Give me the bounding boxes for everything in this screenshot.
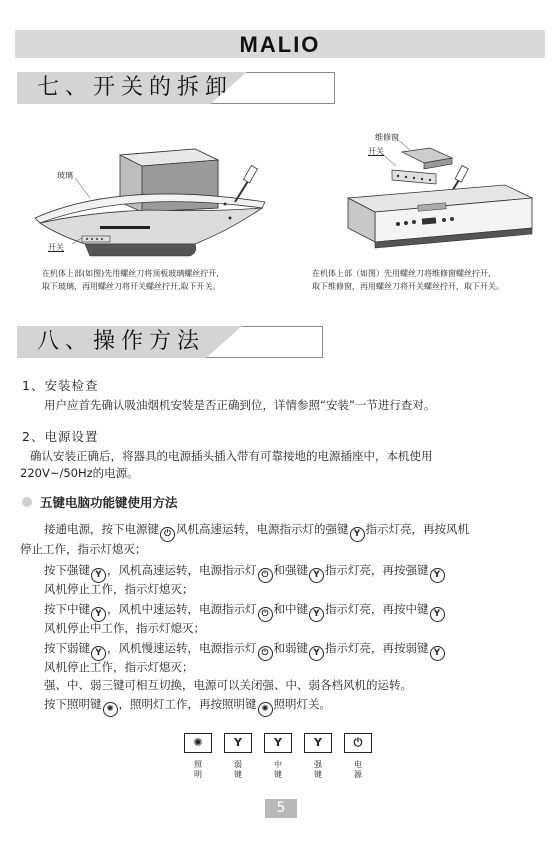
figure-glass-hood: [30, 140, 280, 258]
panel-label-light: 照明: [194, 760, 202, 779]
high-key-button[interactable]: [304, 733, 332, 753]
heading-five-keys: 五键电脑功能键使用方法: [40, 495, 178, 510]
caption-left: 在机体上部(如图)先用螺丝刀将顶板玻璃螺丝拧开, 取下玻璃，再用螺丝刀将开关螺丝拧开,取下开关。: [42, 269, 221, 291]
power-key-icon: ⏻: [258, 646, 273, 661]
fan-key-icon: Y: [350, 527, 365, 542]
panel-label-mid: 中键: [274, 760, 282, 779]
mid-key-button[interactable]: [264, 733, 292, 753]
text-power-setup-2: 220V~/50Hz的电源。: [20, 466, 139, 480]
power-key-icon: ⏻: [258, 607, 273, 622]
keys-line-8: 风机停止工作，指示灯熄灭；: [44, 660, 194, 674]
fan-high-icon: Y: [314, 736, 322, 749]
power-key-icon: ⏻: [258, 568, 273, 583]
light-key-icon: ✺: [103, 702, 118, 717]
heading-power-setup: 2、电源设置: [22, 429, 99, 444]
fan-key-icon: Y: [430, 646, 445, 661]
brand-logo: MALIO: [239, 32, 321, 57]
panel-label-low: 弱键: [234, 760, 242, 779]
fan-key-icon: Y: [430, 607, 445, 622]
power-icon: ⏻: [353, 736, 363, 749]
keys-line-1: 接通电源，按下电源键 ⏻ 风机高速运转，电源指示灯的强键 Y 指示灯亮，再按风机: [44, 521, 469, 542]
fan-mid-icon: Y: [274, 736, 282, 749]
fan-key-icon: Y: [309, 568, 324, 583]
fan-key-icon: Y: [91, 646, 106, 661]
text-power-setup-1: 确认安装正确后，将器具的电源插头插入带有可靠接地的电源插座中，本机使用: [30, 449, 433, 463]
keys-line-10: 按下照明键 ✺ ，照明灯工作，再按照明键 ✺ 照明灯关。: [44, 696, 331, 717]
section-7-title: 七、开关的拆卸: [17, 72, 335, 104]
page-number: 5: [265, 799, 297, 818]
section-8-title: 八、操作方法: [17, 326, 323, 358]
fan-key-icon: Y: [91, 607, 106, 622]
keys-line-2: 停止工作，指示灯熄灭；: [20, 542, 147, 556]
keys-line-4: 风机停止工作，指示灯熄灭；: [44, 582, 194, 596]
panel-label-power: 电源: [354, 760, 362, 779]
fan-key-icon: Y: [309, 646, 324, 661]
label-switch-left: 开关: [48, 243, 64, 252]
key-panel: [184, 733, 372, 755]
power-key-icon: ⏻: [160, 527, 175, 542]
light-key-icon: ✺: [258, 702, 273, 717]
light-icon: ✺: [193, 736, 203, 749]
fan-low-icon: Y: [234, 736, 242, 749]
light-key-button[interactable]: [184, 733, 212, 753]
caption-right: 在机体上部（如图）先用螺丝刀将维修窗螺丝拧开, 取下维修窗，再用螺丝刀将开关螺丝拧开，取下开关。: [312, 269, 504, 291]
power-key-button[interactable]: [344, 733, 372, 753]
fan-key-icon: Y: [309, 607, 324, 622]
fan-key-icon: Y: [430, 568, 445, 583]
keys-line-5: 按下中键 Y ，风机中速运转，电源指示灯 ⏻ 和中键 Y 指示灯亮，再按中键 Y: [44, 601, 446, 622]
keys-line-3: 按下强键 Y ，风机高速运转，电源指示灯 ⏻ 和强键 Y 指示灯亮，再按强键 Y: [44, 562, 446, 583]
panel-label-high: 强键: [314, 760, 322, 779]
fan-key-icon: Y: [91, 568, 106, 583]
label-maintenance-window: 维修窗: [375, 133, 399, 142]
text-install-check: 用户应首先确认吸油烟机安装是否正确到位，详情参照“安装”一节进行查对。: [44, 398, 436, 412]
low-key-button[interactable]: [224, 733, 252, 753]
label-glass: 玻璃: [57, 171, 73, 180]
heading-install-check: 1、安装检查: [22, 378, 99, 393]
keys-line-9: 强、中、弱三键可相互切换，电源可以关闭强、中、弱各档风机的运转。: [44, 678, 412, 692]
label-switch-right: 开关: [368, 147, 384, 156]
keys-line-7: 按下弱键 Y ，风机慢速运转，电源指示灯 ⏻ 和弱键 Y 指示灯亮，再按弱键 Y: [44, 640, 446, 661]
keys-line-6: 风机停止中工作，指示灯熄灭；: [44, 621, 205, 635]
bullet-icon: [22, 497, 32, 507]
